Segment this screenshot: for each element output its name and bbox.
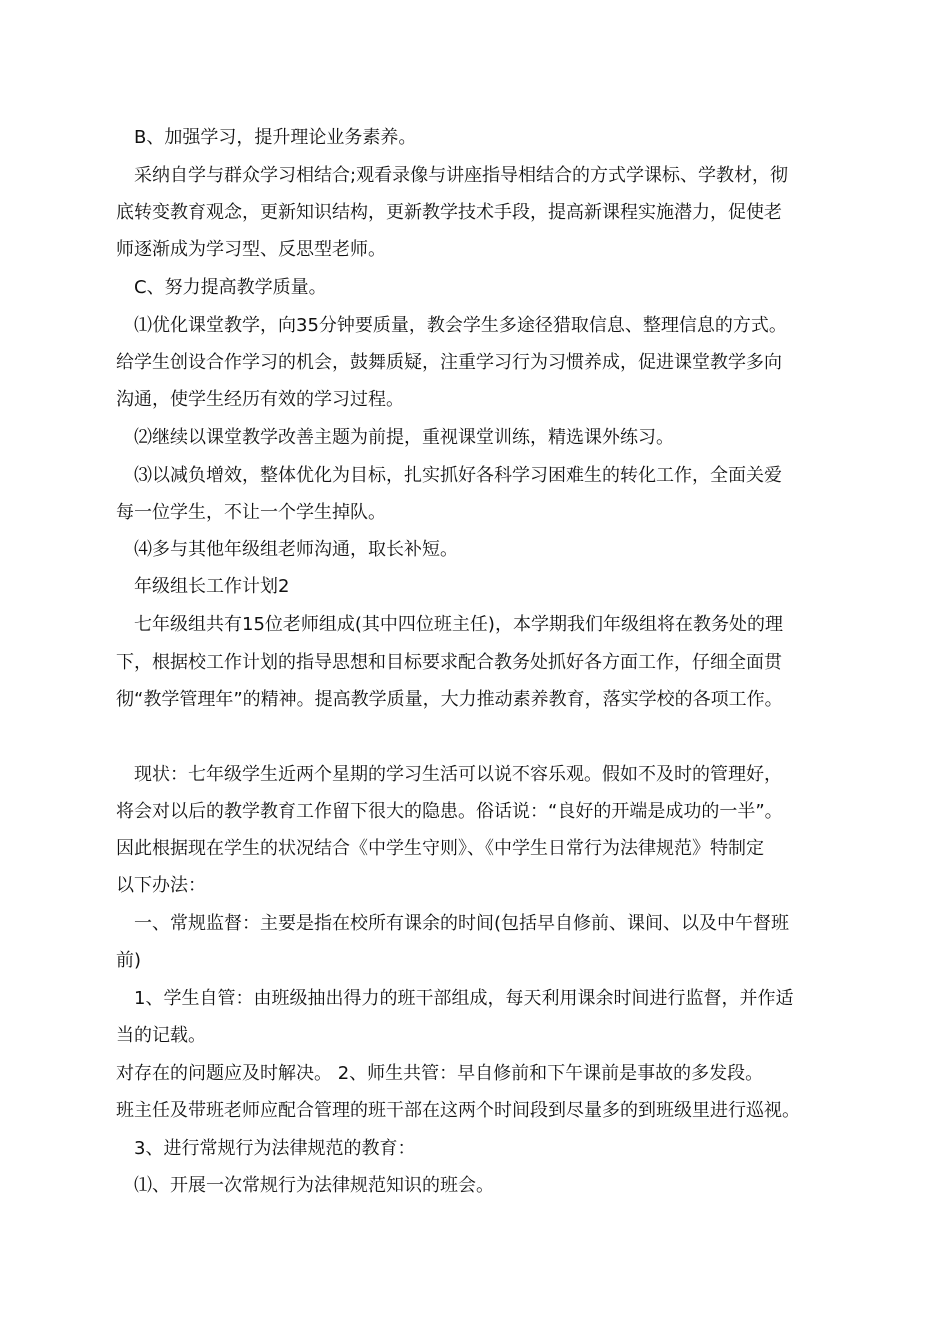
text-line: 班主任及带班老师应配合管理的班干部在这两个时间段到尽量多的到班级里进行巡视。 [116, 1100, 800, 1121]
text-line: ⑴优化课堂教学，向35分钟要质量，教会学生多途径猎取信息、整理信息的方式。 [134, 315, 787, 336]
text-line: 前) [116, 950, 142, 971]
text-line: 以下办法： [116, 875, 206, 896]
text-line: 七年级组共有15位老师组成(其中四位班主任)，本学期我们年级组将在教务处的理 [134, 614, 783, 635]
text-line: C、努力提高教学质量。 [134, 277, 327, 298]
text-line: 每一位学生，不让一个学生掉队。 [116, 502, 386, 523]
text-line: 沟通，使学生经历有效的学习过程。 [116, 389, 404, 410]
text-line: 采纳自学与群众学习相结合;观看录像与讲座指导相结合的方式学课标、学教材，彻 [134, 165, 789, 186]
text-line: 师逐渐成为学习型、反思型老师。 [116, 239, 386, 260]
section-heading: 年级组长工作计划2 [134, 576, 290, 597]
text-line: 现状：七年级学生近两个星期的学习生活可以说不容乐观。假如不及时的管理好， [134, 764, 782, 785]
text-line: 彻“教学管理年”的精神。提高教学质量，大力推动素养教育，落实学校的各项工作。 [116, 689, 783, 710]
text-line: 3、进行常规行为法律规范的教育： [134, 1138, 416, 1159]
text-line: 下，根据校工作计划的指导思想和目标要求配合教务处抓好各方面工作，仔细全面贯 [116, 652, 782, 673]
text-line: 给学生创设合作学习的机会，鼓舞质疑，注重学习行为习惯养成，促进课堂教学多向 [116, 352, 782, 373]
text-line: 将会对以后的教学教育工作留下很大的隐患。俗话说：“良好的开端是成功的一半”。 [116, 801, 783, 822]
text-line: 当的记载。 [116, 1025, 206, 1046]
text-line: ⑶以减负增效，整体优化为目标，扎实抓好各科学习困难生的转化工作，全面关爱 [134, 465, 782, 486]
text-line: ⑴、开展一次常规行为法律规范知识的班会。 [134, 1175, 494, 1196]
text-line: ⑷多与其他年级组老师沟通，取长补短。 [134, 539, 458, 560]
text-line: 对存在的问题应及时解决。 2、师生共管：早自修前和下午课前是事故的多发段。 [116, 1063, 764, 1084]
text-line: 因此根据现在学生的状况结合《中学生守则》、《中学生日常行为法律规范》特制定 [116, 838, 764, 859]
text-line: 一、常规监督：主要是指在校所有课余的时间(包括早自修前、课间、以及中午督班 [134, 913, 790, 934]
text-line: 1、学生自管：由班级抽出得力的班干部组成，每天利用课余时间进行监督，并作适 [134, 988, 794, 1009]
text-line: B、加强学习，提升理论业务素养。 [134, 127, 417, 148]
text-line: ⑵继续以课堂教学改善主题为前提，重视课堂训练，精选课外练习。 [134, 427, 674, 448]
text-line: 底转变教育观念，更新知识结构，更新教学技术手段，提高新课程实施潜力，促使老 [116, 202, 782, 223]
